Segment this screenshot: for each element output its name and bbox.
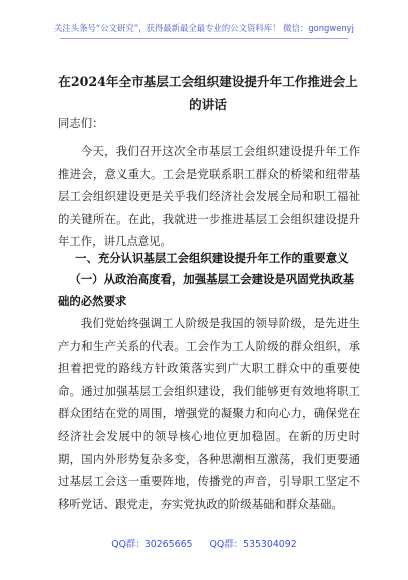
salutation: 同志们： bbox=[58, 116, 104, 130]
document-title: 在2024年全市基层工会组织建设提升年工作推进会上的讲话 bbox=[58, 74, 358, 112]
footer-contacts bbox=[0, 536, 408, 550]
header-divider bbox=[60, 38, 348, 39]
section-heading-level-1: 一、充分认识基层工会组织建设提升年工作的重要意义 bbox=[75, 251, 349, 265]
paragraph-political-significance: 我们党始终强调工人阶级是我国的领导阶级，是先进生产力和生产关系的代表。工会作为工人阶级的群众组织，承担着把党的路线方针政策落实到广大职工群众中的重要使命。通过加强基层工会组织建设，我们能够更有效地将职工群众团结在党的周围，增强党的凝聚力和向心力，确保党在经济社会发展中的领导核心地位更加稳固。在新的历史时期，国内外形势复杂多变，各种思潮相互激荡，我们更要通过基层工会这一重要阵地，传播党的声音，引导职工坚定不移听党话、跟党走，夯实党执政的阶级基础和群众基础。 bbox=[58, 316, 360, 511]
footer-qq-group-2: QQ群：535304092 bbox=[209, 539, 297, 550]
paragraph-opening: 今天，我们召开这次全市基层工会组织建设提升年工作推进会，意义重大。工会是党联系职工群众的桥梁和纽带基层工会组织建设更是关乎我们经济社会发展全局和职工福祉的关键所在。在此，我就进一步推进基层工会组织建设提升年工作，讲几点意见。 bbox=[58, 144, 360, 249]
header-banner: 关注头条号“公文研究”，获得最新最全最专业的公文资料库！ 微信：gongwenyj bbox=[54, 23, 354, 33]
footer-qq-group-1: QQ群：30265665 bbox=[111, 539, 193, 550]
section-heading-level-2: （一）从政治高度看，加强基层工会建设是巩固党执政基础的必然要求 bbox=[58, 272, 355, 308]
